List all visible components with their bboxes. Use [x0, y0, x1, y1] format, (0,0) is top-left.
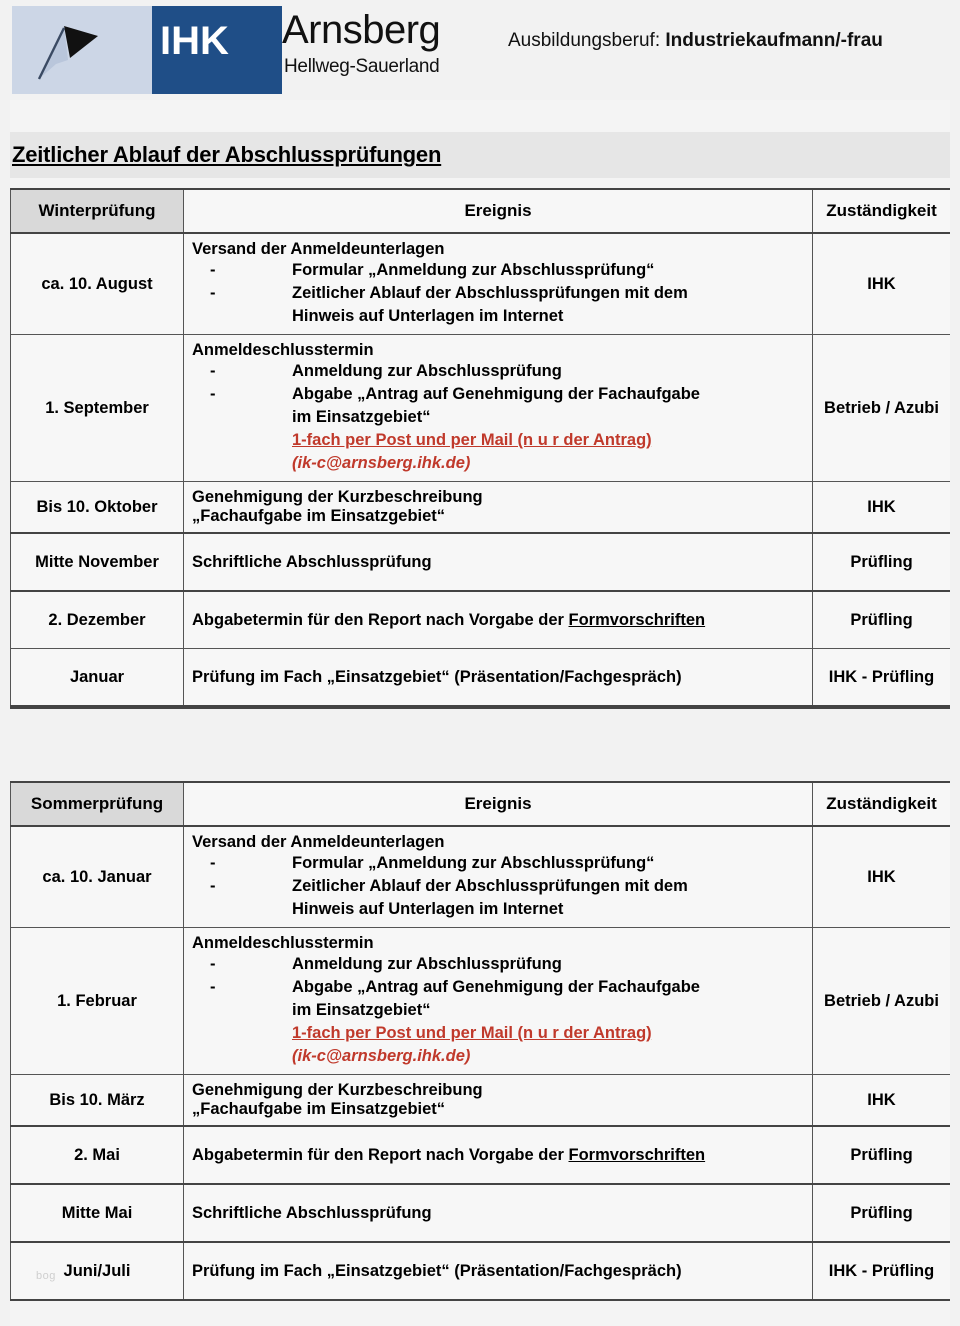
event-lead: Versand der Anmeldeunterlagen	[192, 833, 445, 851]
list-item: - Zeitlicher Ablauf der Abschlussprüfungen mit dem	[192, 282, 804, 305]
header-responsible: Zuständigkeit	[813, 189, 951, 233]
row-date: ca. 10. August	[11, 233, 184, 335]
row-responsible: Betrieb / Azubi	[813, 335, 951, 482]
table-row	[11, 928, 951, 1075]
ihk-logo	[12, 6, 290, 94]
occupation-label: Ausbildungsberuf:	[508, 30, 661, 51]
table-row	[11, 826, 951, 928]
winterpruefung-table	[10, 188, 951, 707]
title-band	[0, 132, 960, 178]
row-responsible: IHK - Prüfling	[813, 649, 951, 707]
event-second-line: „Fachaufgabe im Einsatzgebiet“	[192, 1100, 446, 1118]
logo-wordmark: Arnsberg	[282, 8, 441, 52]
event-lead: Genehmigung der Kurzbeschreibung	[192, 488, 483, 506]
event-note-highlight: 1-fach per Post und per Mail (n u r der Antrag)	[292, 1024, 652, 1042]
event-email: (ik-c@arnsberg.ihk.de)	[292, 454, 471, 472]
row-event	[184, 591, 813, 649]
logo-ihk-text: IHK	[160, 19, 229, 63]
event-bullets	[192, 360, 804, 406]
row-responsible: Prüfling	[813, 591, 951, 649]
table-row	[11, 1075, 951, 1127]
page-watermark: bog	[36, 1270, 56, 1282]
event-continuation: im Einsatzgebiet“	[292, 408, 431, 426]
event-continuation: im Einsatzgebiet“	[292, 1001, 431, 1019]
event-text: Abgabetermin für den Report nach Vorgabe der	[192, 610, 569, 629]
row-responsible: Prüfling	[813, 533, 951, 591]
list-item: - Abgabe „Antrag auf Genehmigung der Fachaufgabe	[192, 383, 804, 406]
header-responsible: Zuständigkeit	[813, 782, 951, 826]
row-responsible: IHK	[813, 1075, 951, 1127]
row-event	[184, 928, 813, 1075]
event-note-highlight: 1-fach per Post und per Mail (n u r der Antrag)	[292, 431, 652, 449]
row-responsible: IHK - Prüfling	[813, 1242, 951, 1300]
winter-table-wrap	[0, 188, 960, 707]
event-lead: Genehmigung der Kurzbeschreibung	[192, 1081, 483, 1099]
header-season: Winterprüfung	[11, 189, 184, 233]
occupation-line	[508, 30, 883, 52]
table-row	[11, 233, 951, 335]
event-bullets	[192, 259, 804, 305]
table-row	[11, 335, 951, 482]
event-continuation: Hinweis auf Unterlagen im Internet	[292, 307, 564, 325]
occupation-value: Industriekaufmann/-frau	[665, 30, 883, 51]
event-text: Abgabetermin für den Report nach Vorgabe der	[192, 1145, 569, 1164]
table-row	[11, 649, 951, 707]
event-email: (ik-c@arnsberg.ihk.de)	[292, 1047, 471, 1065]
row-date: Juni/Juli	[11, 1242, 184, 1300]
list-item: - Zeitlicher Ablauf der Abschlussprüfungen mit dem	[192, 875, 804, 898]
row-date: 1. September	[11, 335, 184, 482]
sommer-table-wrap	[0, 781, 960, 1301]
page-right-margin	[950, 0, 960, 1326]
table-row	[11, 482, 951, 534]
sommerpruefung-table	[10, 781, 951, 1301]
row-date: Mitte Mai	[11, 1184, 184, 1242]
row-date: Bis 10. März	[11, 1075, 184, 1127]
table-row	[11, 591, 951, 649]
row-event: Prüfung im Fach „Einsatzgebiet“ (Präsentation/Fachgespräch)	[184, 649, 813, 707]
list-item: - Abgabe „Antrag auf Genehmigung der Fachaufgabe	[192, 976, 804, 999]
table-header-row	[11, 189, 951, 233]
row-event: Schriftliche Abschlussprüfung	[184, 1184, 813, 1242]
logo-subline: Hellweg-Sauerland	[284, 56, 440, 77]
list-item: - Anmeldung zur Abschlussprüfung	[192, 953, 804, 976]
row-event	[184, 482, 813, 534]
row-event: Schriftliche Abschlussprüfung	[184, 533, 813, 591]
row-date: 1. Februar	[11, 928, 184, 1075]
list-item: - Formular „Anmeldung zur Abschlussprüfung“	[192, 259, 804, 282]
header-event: Ereignis	[184, 782, 813, 826]
between-tables-gap	[0, 707, 960, 781]
event-second-line: „Fachaufgabe im Einsatzgebiet“	[192, 507, 446, 525]
flag-icon	[34, 24, 106, 86]
event-lead: Anmeldeschlusstermin	[192, 341, 374, 359]
table-header-row	[11, 782, 951, 826]
row-event	[184, 1075, 813, 1127]
row-responsible: Prüfling	[813, 1184, 951, 1242]
row-event	[184, 233, 813, 335]
row-responsible: IHK	[813, 233, 951, 335]
list-item: - Anmeldung zur Abschlussprüfung	[192, 360, 804, 383]
row-date: ca. 10. Januar	[11, 826, 184, 928]
row-responsible: IHK	[813, 482, 951, 534]
header-season: Sommerprüfung	[11, 782, 184, 826]
table-row	[11, 1242, 951, 1300]
page-left-margin	[0, 0, 10, 1326]
event-bullets	[192, 953, 804, 999]
event-bullets	[192, 852, 804, 898]
row-date: Mitte November	[11, 533, 184, 591]
row-date: 2. Dezember	[11, 591, 184, 649]
row-responsible: Prüfling	[813, 1126, 951, 1184]
event-text-underlined: Formvorschriften	[568, 610, 706, 629]
row-responsible: IHK	[813, 826, 951, 928]
table-row	[11, 533, 951, 591]
row-date: Januar	[11, 649, 184, 707]
row-event	[184, 1126, 813, 1184]
event-lead: Versand der Anmeldeunterlagen	[192, 240, 445, 258]
event-continuation: Hinweis auf Unterlagen im Internet	[292, 900, 564, 918]
document-header	[0, 0, 960, 100]
row-event	[184, 335, 813, 482]
table-row	[11, 1184, 951, 1242]
list-item: - Formular „Anmeldung zur Abschlussprüfung“	[192, 852, 804, 875]
row-event	[184, 826, 813, 928]
row-date: 2. Mai	[11, 1126, 184, 1184]
header-event: Ereignis	[184, 189, 813, 233]
table-row	[11, 1126, 951, 1184]
title-gap	[0, 178, 960, 188]
page-title: Zeitlicher Ablauf der Abschlussprüfungen	[12, 142, 442, 167]
event-lead: Anmeldeschlusstermin	[192, 934, 374, 952]
event-text-underlined: Formvorschriften	[568, 1145, 706, 1164]
row-date: Bis 10. Oktober	[11, 482, 184, 534]
row-event: Prüfung im Fach „Einsatzgebiet“ (Präsentation/Fachgespräch)	[184, 1242, 813, 1300]
row-responsible: Betrieb / Azubi	[813, 928, 951, 1075]
